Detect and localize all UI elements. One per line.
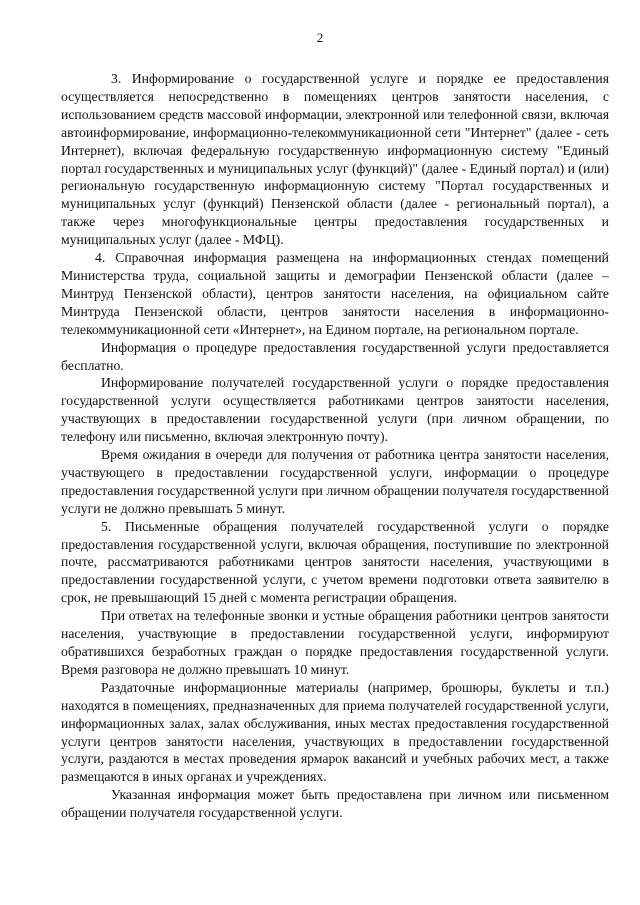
paragraph-final-note: Указанная информация может быть предоставлена при личном или письменном обращении получателя государственной услуги. xyxy=(61,787,609,821)
paragraph-4-reference-info: 4. Справочная информация размещена на информационных стендах помещений Министерства труда, социальной защиты и демографии Пензенской области (далее – Минтруд Пензенской области), центров занятости населения, на официальном сайте Минтруда Пензенской области, центров занятости населения в информационно-телекоммуникационной сети «Интернет», на Едином портале, на региональном портале. xyxy=(61,250,609,337)
paragraph-informing-recipients: Информирование получателей государственной услуги о порядке предоставления государственной услуги осуществляется работниками центров занятости населения, участвующих в предоставлении государственной услуги (при личном обращении, по телефону или письменно, включая электронную почту). xyxy=(61,375,609,445)
paragraph-5-written-requests: 5. Письменные обращения получателей государственной услуги о порядке предоставления государственной услуги, включая обращения, поступившие по электронной почте, рассматриваются работниками центров занятости населения, участвующими в предоставлении государственной услуги, с учетом времени подготовки ответа заявителю в срок, не превышающий 15 дней с момента регистрации обращения. xyxy=(61,518,609,606)
paragraph-handout-materials: Раздаточные информационные материалы (например, брошюры, буклеты и т.п.) находятся в помещениях, предназначенных для приема получателей государственной услуги, информационных залах, залах обслуживания, иных местах предоставления государственной услуги центров занятости населения, участвующих в предоставлении государственной услуги, раздаются в местах проведения ярмарок вакансий и учебных рабочих мест, а также размещаются в иных органах и учреждениях. xyxy=(61,679,609,785)
paragraph-free-information: Информация о процедуре предоставления государственной услуги предоставляется бесплатно. xyxy=(61,339,609,373)
page-number: 2 xyxy=(316,30,324,45)
paragraph-3-informing: 3. Информирование о государственной услуге и порядке ее предоставления осуществляется непосредственно в помещениях центров занятости населения, с использованием средств массовой информации, электронной или телефонной связи, включая автоинформирование, информационно-телекоммуникационной сети "Интернет" (далее - сеть Интернет), включая федеральную государственную информационную систему "Единый портал государственных и муниципальных услуг (функций)" (далее - Единый портал) и (или) региональную государственную информационную систему "Портал государственных и муниципальных услуг (функций) Пензенской области (далее - региональный портал), а также через многофункциональные центры предоставления государственных и муниципальных услуг (далее - МФЦ). xyxy=(61,71,609,248)
document-body xyxy=(61,70,609,822)
paragraph-phone-calls: При ответах на телефонные звонки и устные обращения работники центров занятости населения, участвующие в предоставлении государственной услуги, информируют обратившихся безработных граждан о порядке предоставления государственной услуги. Время разговора не должно превышать 10 минут. xyxy=(61,608,609,677)
paragraph-waiting-time: Время ожидания в очереди для получения от работника центра занятости населения, участвующего в предоставлении государственной услуги, информации о процедуре предоставления государственной услуги при личном обращении получателя государственной услуги не должно превышать 5 минут. xyxy=(61,447,609,516)
